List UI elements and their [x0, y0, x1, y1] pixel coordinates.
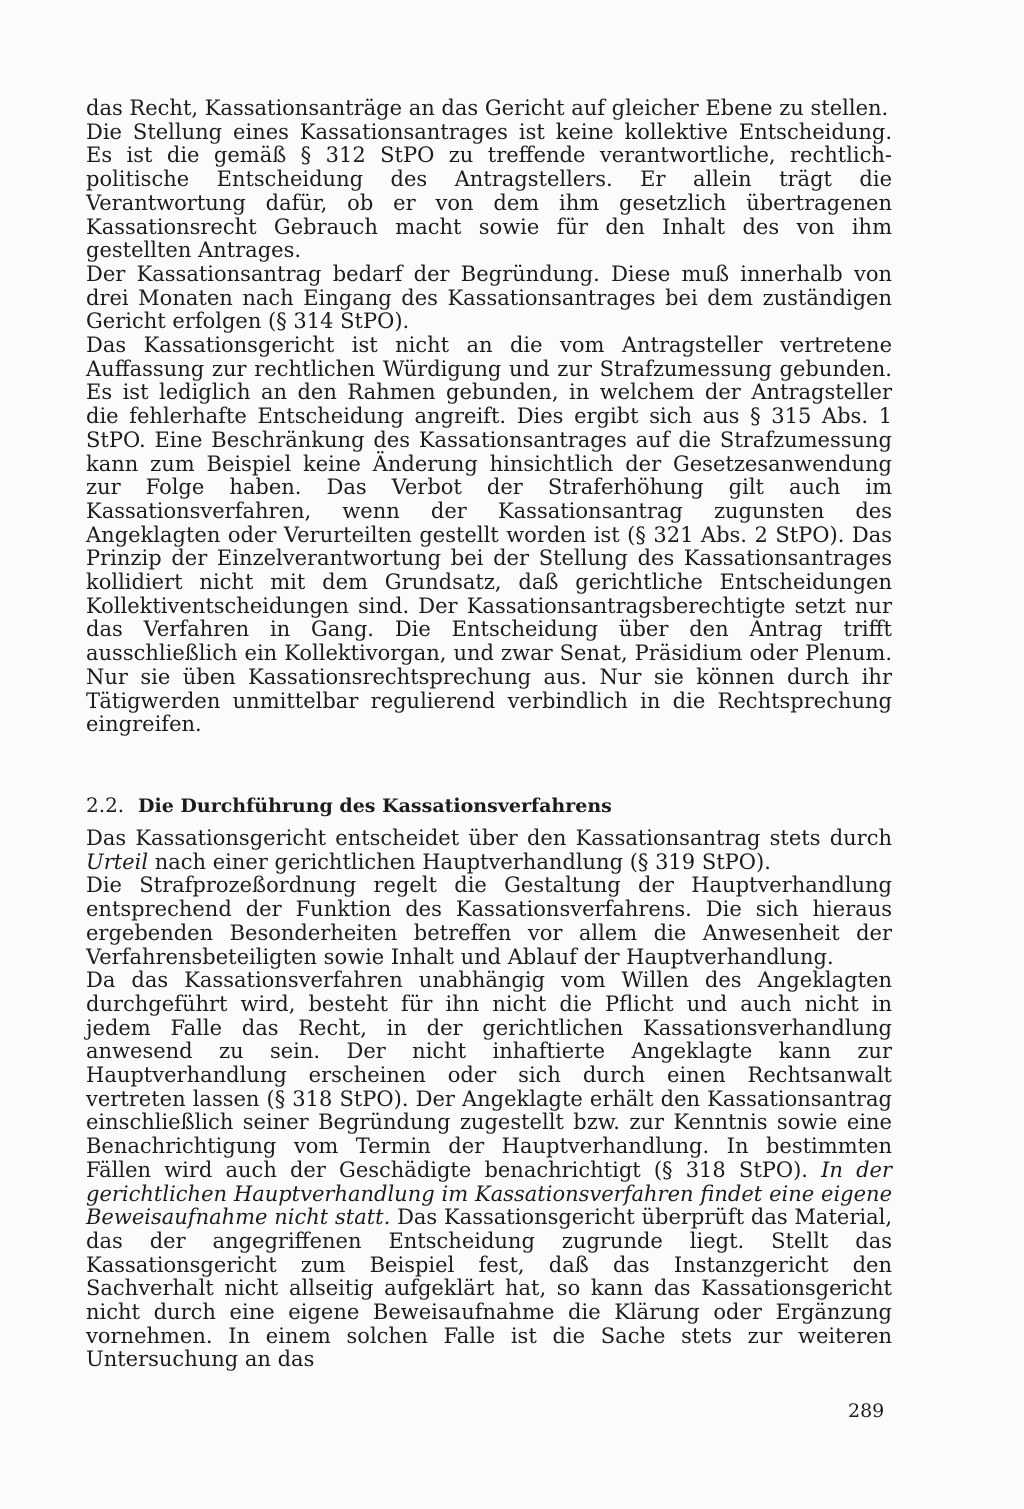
paragraph-7 [86, 969, 892, 1372]
paragraph-7-text-b: Das Kassationsgericht überprüft das Material, das der angegriffenen Entscheidung zugrunde liegt. Stellt das Kassationsgericht zum Beispiel fest, daß das Instanzgericht den Sachverhalt nicht allseitig aufgeklärt hat, so kann das Kassationsgericht nicht durch eine eigene Beweisaufnahme die Klärung oder Ergänzung vornehmen. In einem solchen Falle ist die Sache stets zur weiteren Untersuchung an das [86, 1205, 892, 1372]
paragraph-5-text-b: nach einer gerichtlichen Hauptverhandlung (§ 319 StPO). [148, 849, 771, 874]
section-title: Die Durchführung des Kassationsverfahrens [138, 795, 612, 817]
paragraph-2: Die Stellung eines Kassationsantrages ist keine kollektive Entscheidung. Es ist die gemäß § 312 StPO zu treffende verantwortliche, rechtlich-politische Entscheidung des Antragstellers. Er allein trägt die Verantwortung dafür, ob er von dem ihm gesetzlich übertragenen Kassationsrecht Gebrauch macht sowie für den Inhalt des von ihm gestellten Antrages. [86, 119, 892, 263]
text-block-top [86, 97, 892, 737]
paragraph-1: das Recht, Kassationsanträge an das Gericht auf gleicher Ebene zu stellen. [86, 96, 889, 120]
text-block-bottom [86, 827, 892, 1372]
paragraph-4: Das Kassationsgericht ist nicht an die vom Antragsteller vertretene Auffassung zur rechtlichen Würdigung und zur Strafzumessung gebunden. Es ist lediglich an den Rahmen gebunden, in welchem der Antragsteller die fehlerhafte Entscheidung angreift. Dies ergibt sich aus § 315 Abs. 1 StPO. Eine Beschränkung des Kassationsantrages auf die Strafzumessung kann zum Beispiel keine Änderung hinsichtlich der Gesetzesanwendung zur Folge haben. Das Verbot der Straferhöhung gilt auch im Kassationsverfahren, wenn der Kassationsantrag zugunsten des Angeklagten oder Verurteilten gestellt worden ist (§ 321 Abs. 2 StPO). Das Prinzip der Einzelverantwortung bei der Stellung des Kassationsantrages kollidiert nicht mit dem Grundsatz, daß gerichtliche Entscheidungen Kollektiventscheidungen sind. Der Kassationsantragsberechtigte setzt nur das Verfahren in Gang. Die Entscheidung über den Antrag trifft ausschließlich ein Kollektivorgan, und zwar Senat, Präsidium oder Plenum. Nur sie üben Kassationsrechtsprechung aus. Nur sie können durch ihr Tätigwerden unmittelbar regulierend verbindlich in die Rechtsprechung eingreifen. [86, 333, 892, 737]
paragraph-5-emphasis: Urteil [86, 849, 149, 874]
section-number: 2.2. [86, 793, 125, 817]
paragraph-5-text-a: Das Kassationsgericht entscheidet über den Kassationsantrag stets durch [86, 826, 892, 850]
paragraph-6: Die Strafprozeßordnung regelt die Gestaltung der Hauptverhandlung entsprechend der Funktion des Kassationsverfahrens. Die sich hieraus ergebenden Besonderheiten betreffen vor allem die Anwesenheit der Verfahrensbeteiligten sowie Inhalt und Ablauf der Hauptverhandlung. [86, 873, 892, 969]
paragraph-7-emphasis: In der gerichtlichen Hauptverhandlung im Kassationsverfahren findet eine eigene Beweisaufnahme nicht statt. [86, 1157, 892, 1230]
section-heading [86, 793, 892, 818]
page-number: 289 [848, 1400, 885, 1422]
paragraph-3: Der Kassationsantrag bedarf der Begründung. Diese muß innerhalb von drei Monaten nach Eingang des Kassationsantrages bei dem zuständigen Gericht erfolgen (§ 314 StPO). [86, 261, 892, 334]
paragraph-5 [86, 827, 892, 874]
paragraph-7-text-a: Da das Kassationsverfahren unabhängig vom Willen des Angeklagten durchgeführt wird, besteht für ihn nicht die Pflicht und auch nicht in jedem Falle das Recht, in der gerichtlichen Kassationsverhandlung anwesend zu sein. Der nicht inhaftierte Angeklagte kann zur Hauptverhandlung erscheinen oder sich durch einen Rechtsanwalt vertreten lassen (§ 318 StPO). Der Angeklagte erhält den Kassationsantrag einschließlich seiner Begründung zugestellt bzw. zur Kenntnis sowie eine Benachrichtigung vom Termin der Hauptverhandlung. In bestimmten Fällen wird auch der Geschädigte benachrichtigt (§ 318 StPO). [86, 968, 892, 1182]
